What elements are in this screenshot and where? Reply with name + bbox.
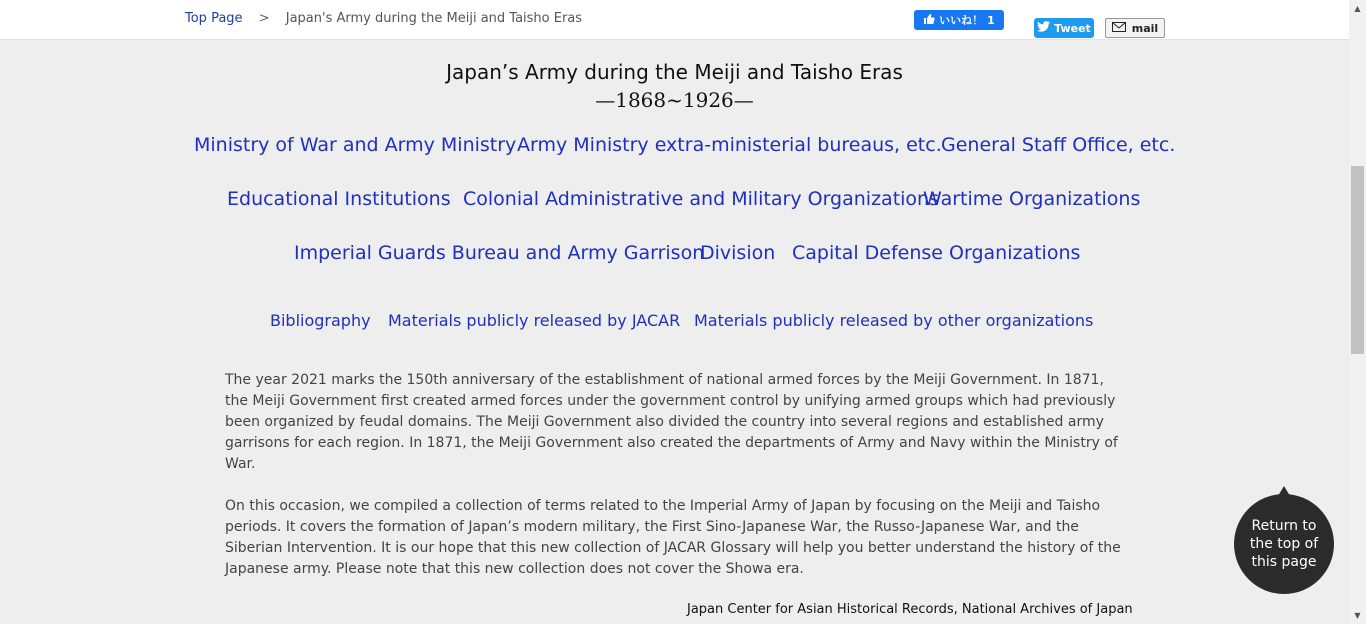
page-subtitle: —1868~1926— [595,88,754,112]
nav-link-jacar-materials[interactable]: Materials publicly released by JACAR [388,311,681,330]
envelope-icon [1112,22,1126,35]
signature: Japan Center for Asian Historical Records, National Archives of Japan [687,602,1133,617]
mail-label: mail [1131,21,1159,35]
scroll-down-arrow-icon[interactable]: ▼ [1354,611,1361,620]
intro-paragraph-2: On this occasion, we compiled a collection of terms related to the Imperial Army of Japan by focusing on the Meiji and Taisho periods. It covers the formation of Japan’s modern military, the First Sino-Japanese War, the Russo-Japanese War, and the Siberian Intervention. It is our hope that this new collection of JACAR Glossary will help you better understand the history of the Japanese army. Please note that this new collection does not cover the Showa era. [225,498,1121,577]
nav-link-extra-ministerial-bureaus[interactable]: Army Ministry extra-ministerial bureaus, etc. [517,134,942,156]
breadcrumb-current: Japan's Army during the Meiji and Taisho Eras [285,11,583,26]
like-label: いいね！ [939,14,984,27]
breadcrumb [185,11,582,26]
nav-link-bibliography[interactable]: Bibliography [270,311,371,330]
nav-link-division[interactable]: Division [700,242,776,264]
nav-link-educational-institutions[interactable]: Educational Institutions [227,188,451,210]
scroll-up-arrow-icon[interactable]: ▲ [1354,4,1361,13]
nav-link-colonial-organizations[interactable]: Colonial Administrative and Military Organizations [463,188,939,210]
facebook-like-button[interactable] [914,10,1004,30]
nav-link-ministry-of-war[interactable]: Ministry of War and Army Ministry [194,134,517,156]
twitter-bird-icon [1037,21,1050,35]
return-to-top-button[interactable] [1234,494,1334,594]
return-to-top-label: Return to the top of this page [1249,518,1319,570]
nav-link-general-staff-office[interactable]: General Staff Office, etc. [941,134,1176,156]
top-bar [0,0,1349,40]
page-title: Japan’s Army during the Meiji and Taisho Eras [446,60,903,84]
scrollbar[interactable] [1349,0,1366,624]
tweet-label: Tweet [1054,21,1091,35]
nav-link-capital-defense[interactable]: Capital Defense Organizations [792,242,1081,264]
scrollbar-thumb[interactable] [1351,166,1364,354]
thumbs-up-icon [923,13,935,28]
nav-link-wartime-organizations[interactable]: Wartime Organizations [923,188,1141,210]
nav-link-imperial-guards[interactable]: Imperial Guards Bureau and Army Garrison [294,242,705,264]
mail-share-button[interactable] [1105,18,1165,38]
nav-link-other-materials[interactable]: Materials publicly released by other organizations [694,311,1094,330]
breadcrumb-separator: > [258,11,270,26]
like-count: 1 [987,13,995,27]
tweet-button[interactable] [1034,18,1094,38]
breadcrumb-home-link[interactable]: Top Page [185,11,243,26]
intro-paragraph-1: The year 2021 marks the 150th anniversary of the establishment of national armed forces by the Meiji Government. In 1871, the Meiji Government first created armed forces under the government control by unifying armed groups which had previously been organized by feudal domains. The Meiji Government also divided the country into several regions and established army garrisons for each region. In 1871, the Meiji Government also created the departments of Army and Navy within the Ministry of War. [225,372,1118,472]
